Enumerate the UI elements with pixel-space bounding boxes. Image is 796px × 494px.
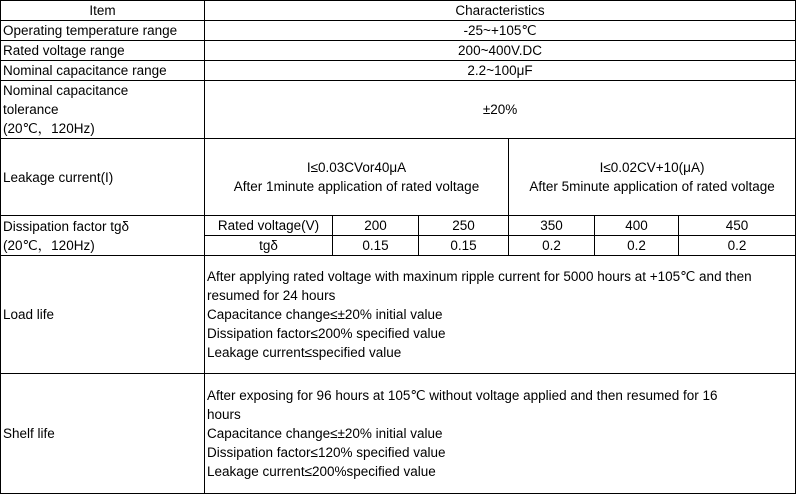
tolerance-label <box>1 81 205 139</box>
tg-value-cell: 0.15 <box>419 236 509 256</box>
operating-temperature-label: Operating temperature range <box>1 21 205 41</box>
rated-voltage-subheader: Rated voltage(V) <box>205 216 333 236</box>
voltage-cell: 250 <box>419 216 509 236</box>
rated-voltage-label: Rated voltage range <box>1 41 205 61</box>
tg-subheader: tgδ <box>205 236 333 256</box>
leakage-row <box>1 139 796 216</box>
shelf-life-line-2: hours <box>207 407 241 422</box>
shelf-life-line-4: Dissipation factor≤120% specified value <box>207 445 446 460</box>
load-life-line-4: Dissipation factor≤200% specified value <box>207 326 446 341</box>
rated-voltage-row <box>1 41 796 61</box>
nominal-capacitance-label: Nominal capacitance range <box>1 61 205 81</box>
nominal-capacitance-row <box>1 61 796 81</box>
tolerance-row <box>1 81 796 139</box>
leakage-right-cell <box>509 139 796 216</box>
operating-temperature-value: -25~+105℃ <box>205 21 796 41</box>
nominal-capacitance-value: 2.2~100μF <box>205 61 796 81</box>
shelf-life-label: Shelf life <box>1 374 205 494</box>
leakage-label: Leakage current(I) <box>1 139 205 216</box>
characteristics-header: Characteristics <box>205 1 796 21</box>
tg-value-cell: 0.2 <box>679 236 796 256</box>
tolerance-value: ±20% <box>205 81 796 139</box>
rated-voltage-value: 200~400V.DC <box>205 41 796 61</box>
operating-temperature-row <box>1 21 796 41</box>
voltage-cell: 200 <box>333 216 419 236</box>
load-life-line-3: Capacitance change≤±20% initial value <box>207 307 443 322</box>
load-life-content <box>205 256 796 374</box>
leakage-left-formula: I≤0.03CVor40μA <box>306 160 407 175</box>
dissipation-label <box>1 216 205 256</box>
tg-value-cell: 0.15 <box>333 236 419 256</box>
voltage-cell: 450 <box>679 216 796 236</box>
tolerance-label-line-2: tolerance <box>3 102 59 117</box>
leakage-right-formula: I≤0.02CV+10(μA) <box>599 160 705 175</box>
load-life-line-1: After applying rated voltage with maxinum ripple current for 5000 hours at +105℃ and then <box>207 269 752 284</box>
item-header: Item <box>1 1 205 21</box>
shelf-life-line-5: Leakage current≤200%specified value <box>207 464 436 479</box>
header-row <box>1 1 796 21</box>
leakage-left-cell <box>205 139 509 216</box>
tolerance-label-line-3: (20℃，120Hz) <box>3 121 95 136</box>
load-life-label: Load life <box>1 256 205 374</box>
shelf-life-row <box>1 374 796 494</box>
load-life-row <box>1 256 796 374</box>
dissipation-label-line-1: Dissipation factor tgδ <box>3 218 130 234</box>
leakage-right-condition: After 5minute application of rated voltage <box>529 179 775 194</box>
voltage-cell: 400 <box>595 216 679 236</box>
leakage-left-condition: After 1minute application of rated voltage <box>233 179 480 194</box>
dissipation-label-line-2: (20℃，120Hz) <box>3 237 95 253</box>
dissipation-voltage-row <box>1 216 796 236</box>
tg-value-cell: 0.2 <box>595 236 679 256</box>
voltage-cell: 350 <box>509 216 595 236</box>
shelf-life-content <box>205 374 796 494</box>
load-life-line-5: Leakage current≤specified value <box>207 345 402 360</box>
load-life-line-2: resumed for 24 hours <box>207 288 336 303</box>
shelf-life-line-1: After exposing for 96 hours at 105℃ without voltage applied and then resumed for 16 <box>207 388 718 403</box>
shelf-life-line-3: Capacitance change≤±20% initial value <box>207 426 443 441</box>
tg-value-cell: 0.2 <box>509 236 595 256</box>
tolerance-label-line-1: Nominal capacitance <box>3 83 129 98</box>
